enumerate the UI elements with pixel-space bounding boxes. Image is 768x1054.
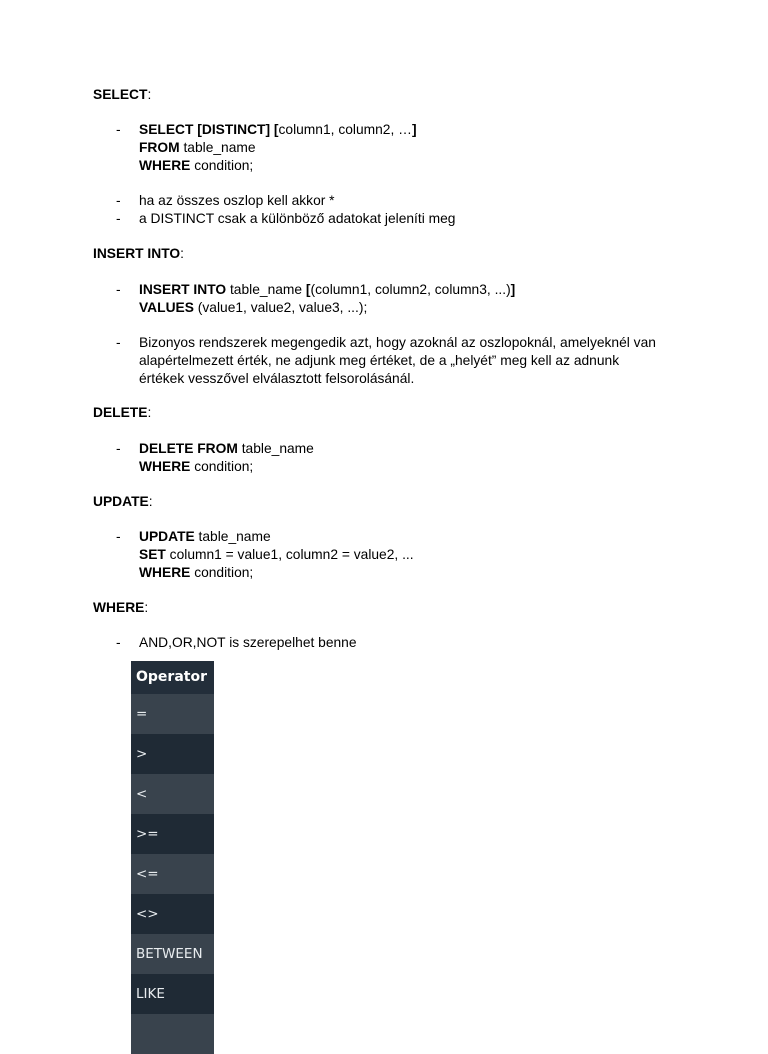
bullet-dash: - [116, 122, 121, 137]
insert-note-line-1: Bizonyos rendszerek megengedik azt, hogy azoknál az oszlopoknál, amelyeknél van [139, 335, 656, 350]
operator-row-partial [131, 1014, 214, 1054]
operator-row: LIKE [131, 974, 214, 1014]
select-code-line-2: FROM table_name [139, 140, 256, 155]
delete-heading: DELETE: [93, 405, 152, 420]
bullet-dash: - [116, 282, 121, 297]
insert-code-line-2: VALUES (value1, value2, value3, ...); [139, 300, 368, 315]
bullet-dash: - [116, 635, 121, 650]
where-heading: WHERE: [93, 600, 149, 615]
operator-row: > [131, 734, 214, 774]
bullet-dash: - [116, 335, 121, 350]
insert-note-line-2: alapértelmezett érték, ne adjunk meg értéket, de a „helyét” meg kell az adnunk [139, 353, 620, 368]
insert-heading: INSERT INTO: [93, 246, 184, 261]
operator-table [131, 661, 214, 1054]
operator-row: = [131, 694, 214, 734]
delete-code-line-1: DELETE FROM table_name [139, 441, 314, 456]
bullet-dash: - [116, 211, 121, 226]
update-code-line-3: WHERE condition; [139, 565, 254, 580]
update-code-line-1: UPDATE table_name [139, 529, 271, 544]
select-heading: SELECT: [93, 87, 152, 102]
operator-table-header: Operator [131, 661, 214, 694]
update-code-line-2: SET column1 = value1, column2 = value2, ... [139, 547, 414, 562]
select-code-line-3: WHERE condition; [139, 158, 254, 173]
operator-row: BETWEEN [131, 934, 214, 974]
bullet-dash: - [116, 529, 121, 544]
bullet-dash: - [116, 441, 121, 456]
insert-note-line-3: értékek vesszővel elválasztott felsorolásánál. [139, 371, 415, 386]
operator-row: < [131, 774, 214, 814]
select-note-2: a DISTINCT csak a különböző adatokat jeleníti meg [139, 211, 456, 226]
select-code-line-1: SELECT [DISTINCT] [column1, column2, …] [139, 122, 417, 137]
insert-code-line-1: INSERT INTO table_name [(column1, column2, column3, ...)] [139, 282, 516, 297]
operator-row: <> [131, 894, 214, 934]
where-note: AND,OR,NOT is szerepelhet benne [139, 635, 357, 650]
update-heading: UPDATE: [93, 494, 153, 509]
operator-row: <= [131, 854, 214, 894]
delete-code-line-2: WHERE condition; [139, 459, 254, 474]
select-note-1: ha az összes oszlop kell akkor * [139, 193, 335, 208]
bullet-dash: - [116, 193, 121, 208]
operator-row: >= [131, 814, 214, 854]
